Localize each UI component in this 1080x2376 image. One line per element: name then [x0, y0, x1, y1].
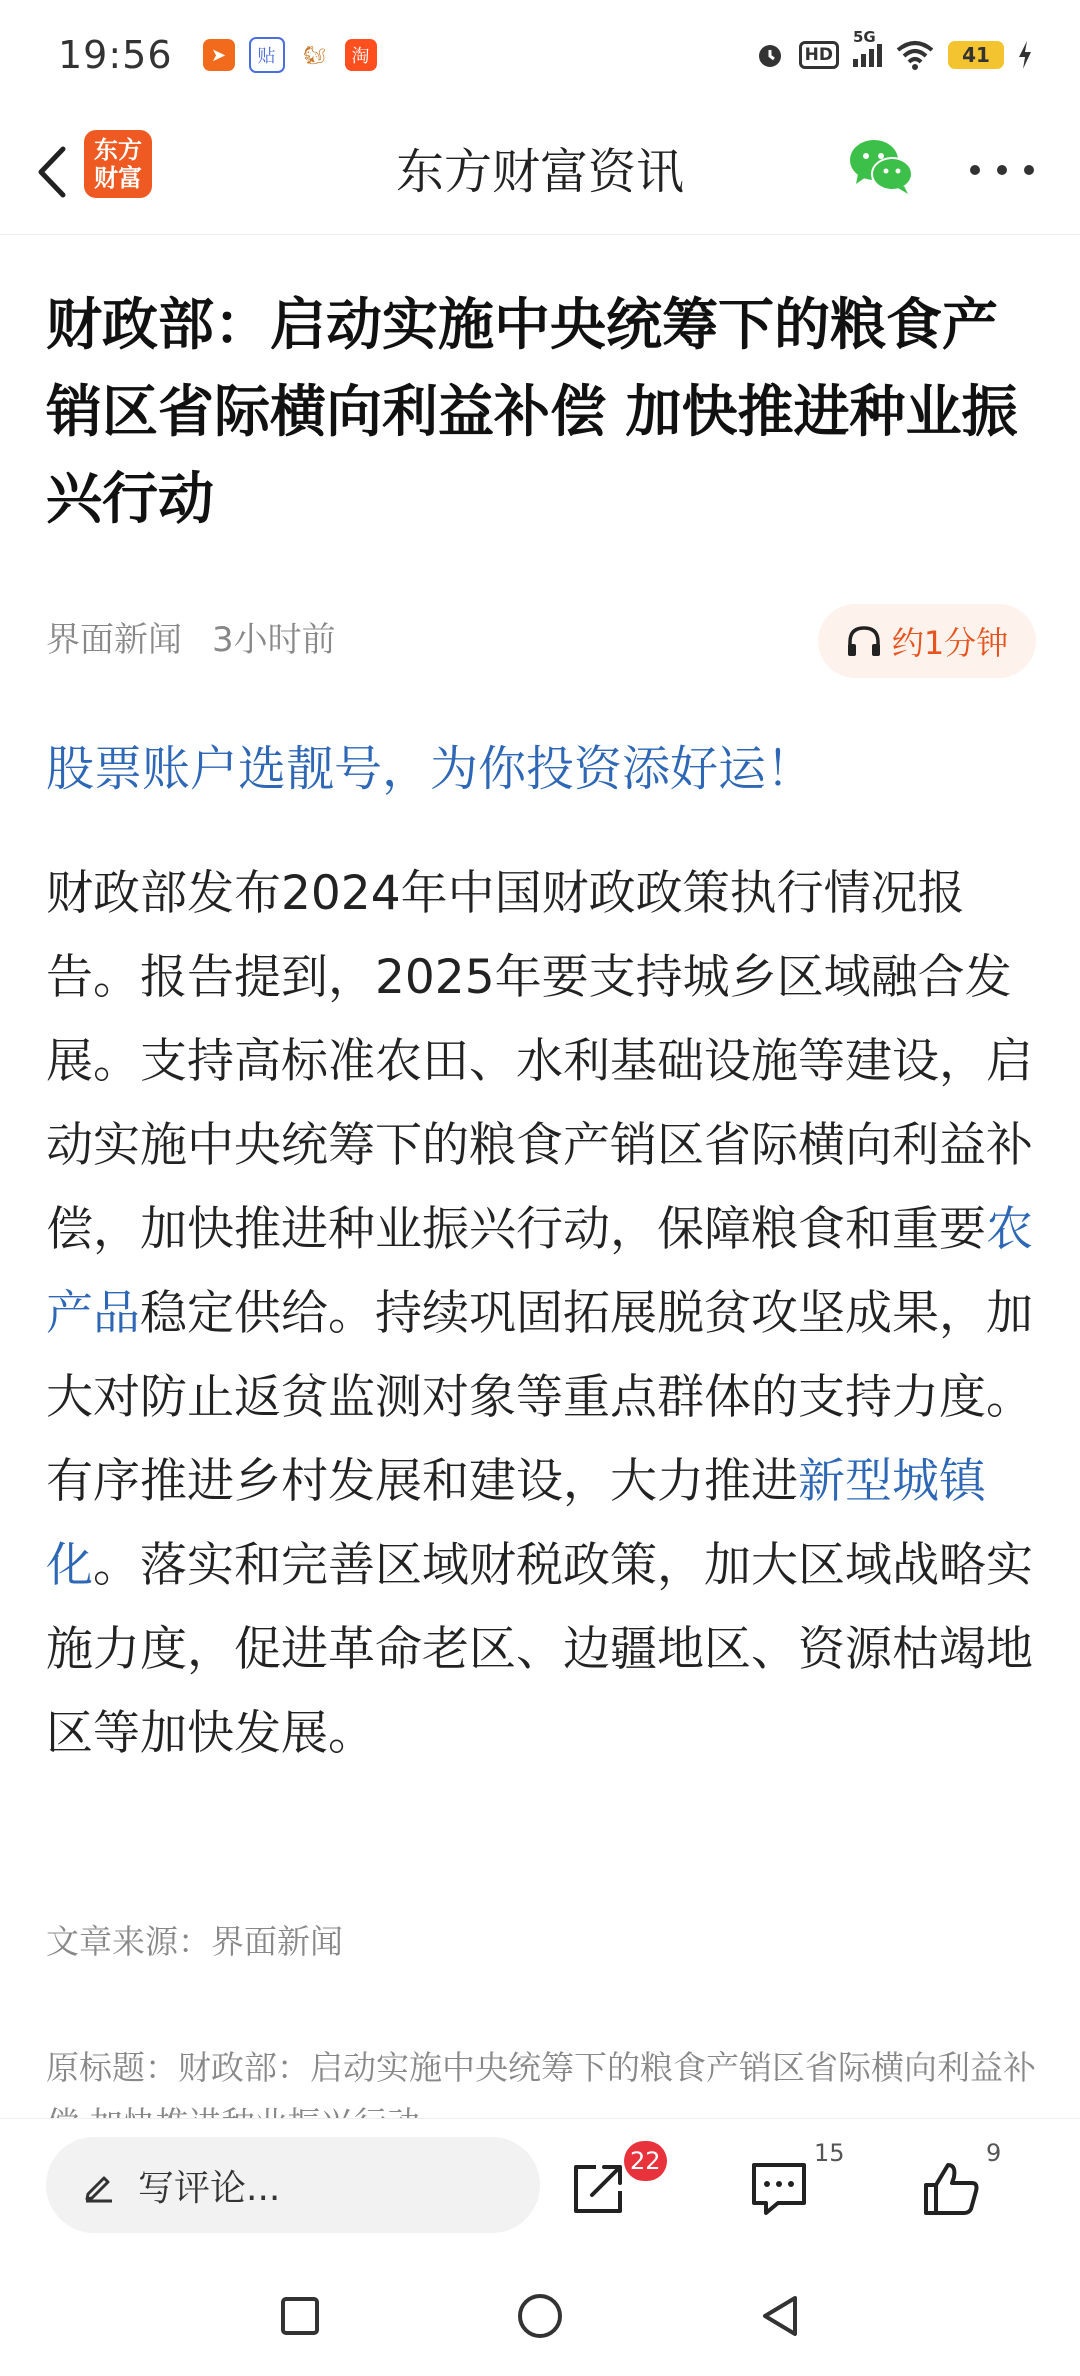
comments-button[interactable]	[748, 2139, 845, 2227]
squirrel-app-icon: 🐿	[299, 39, 331, 71]
bottom-action-bar	[0, 2118, 1080, 2257]
tieba-app-icon: 贴	[249, 37, 285, 73]
chevron-left-icon	[37, 146, 67, 198]
dot	[1024, 165, 1034, 175]
back-nav-button[interactable]	[748, 2284, 812, 2348]
send-app-icon: ➤	[203, 39, 235, 71]
square-icon	[280, 2296, 320, 2336]
body-text-2: 稳定供给。持续巩固拓展脱贫攻坚成果，加大对防止返贫监测对象等重点群体的支持力度。有序推进乡村发展和建设，大力推进	[46, 1286, 1033, 1509]
home-button[interactable]	[508, 2284, 572, 2348]
pencil-icon	[82, 2168, 116, 2202]
comment-placeholder: 写评论...	[138, 2167, 281, 2209]
audio-duration: 约1分钟	[891, 624, 1009, 662]
charging-icon	[1018, 41, 1032, 69]
alarm-icon	[755, 40, 785, 70]
headphones-icon	[846, 624, 882, 658]
more-options-button[interactable]	[970, 140, 1034, 200]
article-source-line: 文章来源：界面新闻	[46, 1922, 343, 1961]
battery-indicator: 41	[948, 41, 1004, 69]
network-type: 5G	[853, 27, 876, 46]
signal-icon	[853, 27, 882, 67]
dot	[970, 165, 980, 175]
body-text-1: 财政部发布2024年中国财政政策执行情况报告。报告提到，2025年要支持城乡区域融合发展。支持高标准农田、水利基础设施等建设，启动实施中央统筹下的粮食产销区省际横向利益补偿，加快推进种业振兴行动，保障粮食和重要	[46, 866, 1033, 1257]
back-button[interactable]	[22, 140, 82, 204]
app-logo[interactable]: 东方财富	[84, 130, 152, 198]
taobao-app-icon: 淘	[345, 39, 377, 71]
hd-badge: HD	[799, 41, 839, 69]
wifi-icon	[896, 40, 934, 70]
status-time: 19:56	[58, 33, 173, 77]
nav-title: 东方财富资讯	[395, 144, 684, 200]
article-meta	[46, 612, 336, 661]
circle-icon	[516, 2292, 564, 2340]
status-indicators	[755, 27, 1032, 70]
wechat-icon	[848, 136, 914, 196]
dot	[997, 165, 1007, 175]
like-button[interactable]	[920, 2139, 1010, 2227]
recent-apps-button[interactable]	[268, 2284, 332, 2348]
like-count: 9	[986, 2139, 1002, 2167]
thumbs-up-icon	[920, 2159, 982, 2219]
triangle-back-icon	[759, 2294, 801, 2338]
article-title: 财政部：启动实施中央统筹下的粮食产销区省际横向利益补偿 加快推进种业振兴行动	[46, 293, 1018, 532]
body-text-3: 。落实和完善区域财税政策，加大区域战略实施力度，促进革命老区、边疆地区、资源枯竭地区等加快发展。	[46, 1538, 1033, 1761]
original-title: 原标题：财政部：启动实施中央统筹下的粮食产销区省际横向利益补	[46, 2048, 1036, 2087]
wechat-share-button[interactable]	[848, 136, 914, 202]
keyword-link-agri-products[interactable]: 农产品	[46, 1202, 1033, 1341]
share-button[interactable]	[568, 2147, 661, 2227]
keyword-link-urbanization[interactable]: 新型城镇化	[46, 1454, 986, 1593]
comment-input[interactable]	[46, 2137, 540, 2233]
source-name: 界面新闻	[46, 620, 182, 660]
listen-audio-button[interactable]	[818, 604, 1036, 678]
status-bar	[0, 0, 1080, 110]
top-nav-bar	[0, 110, 1080, 235]
share-icon	[568, 2159, 628, 2219]
promo-link[interactable]: 股票账户选靓号，为你投资添好运！	[46, 741, 815, 797]
comment-count: 15	[814, 2139, 845, 2167]
system-nav-bar	[0, 2256, 1080, 2376]
comment-bubble-icon	[748, 2159, 810, 2219]
share-badge: 22	[624, 2141, 667, 2181]
publish-time: 3小时前	[212, 620, 336, 660]
article-body	[46, 852, 1036, 1776]
